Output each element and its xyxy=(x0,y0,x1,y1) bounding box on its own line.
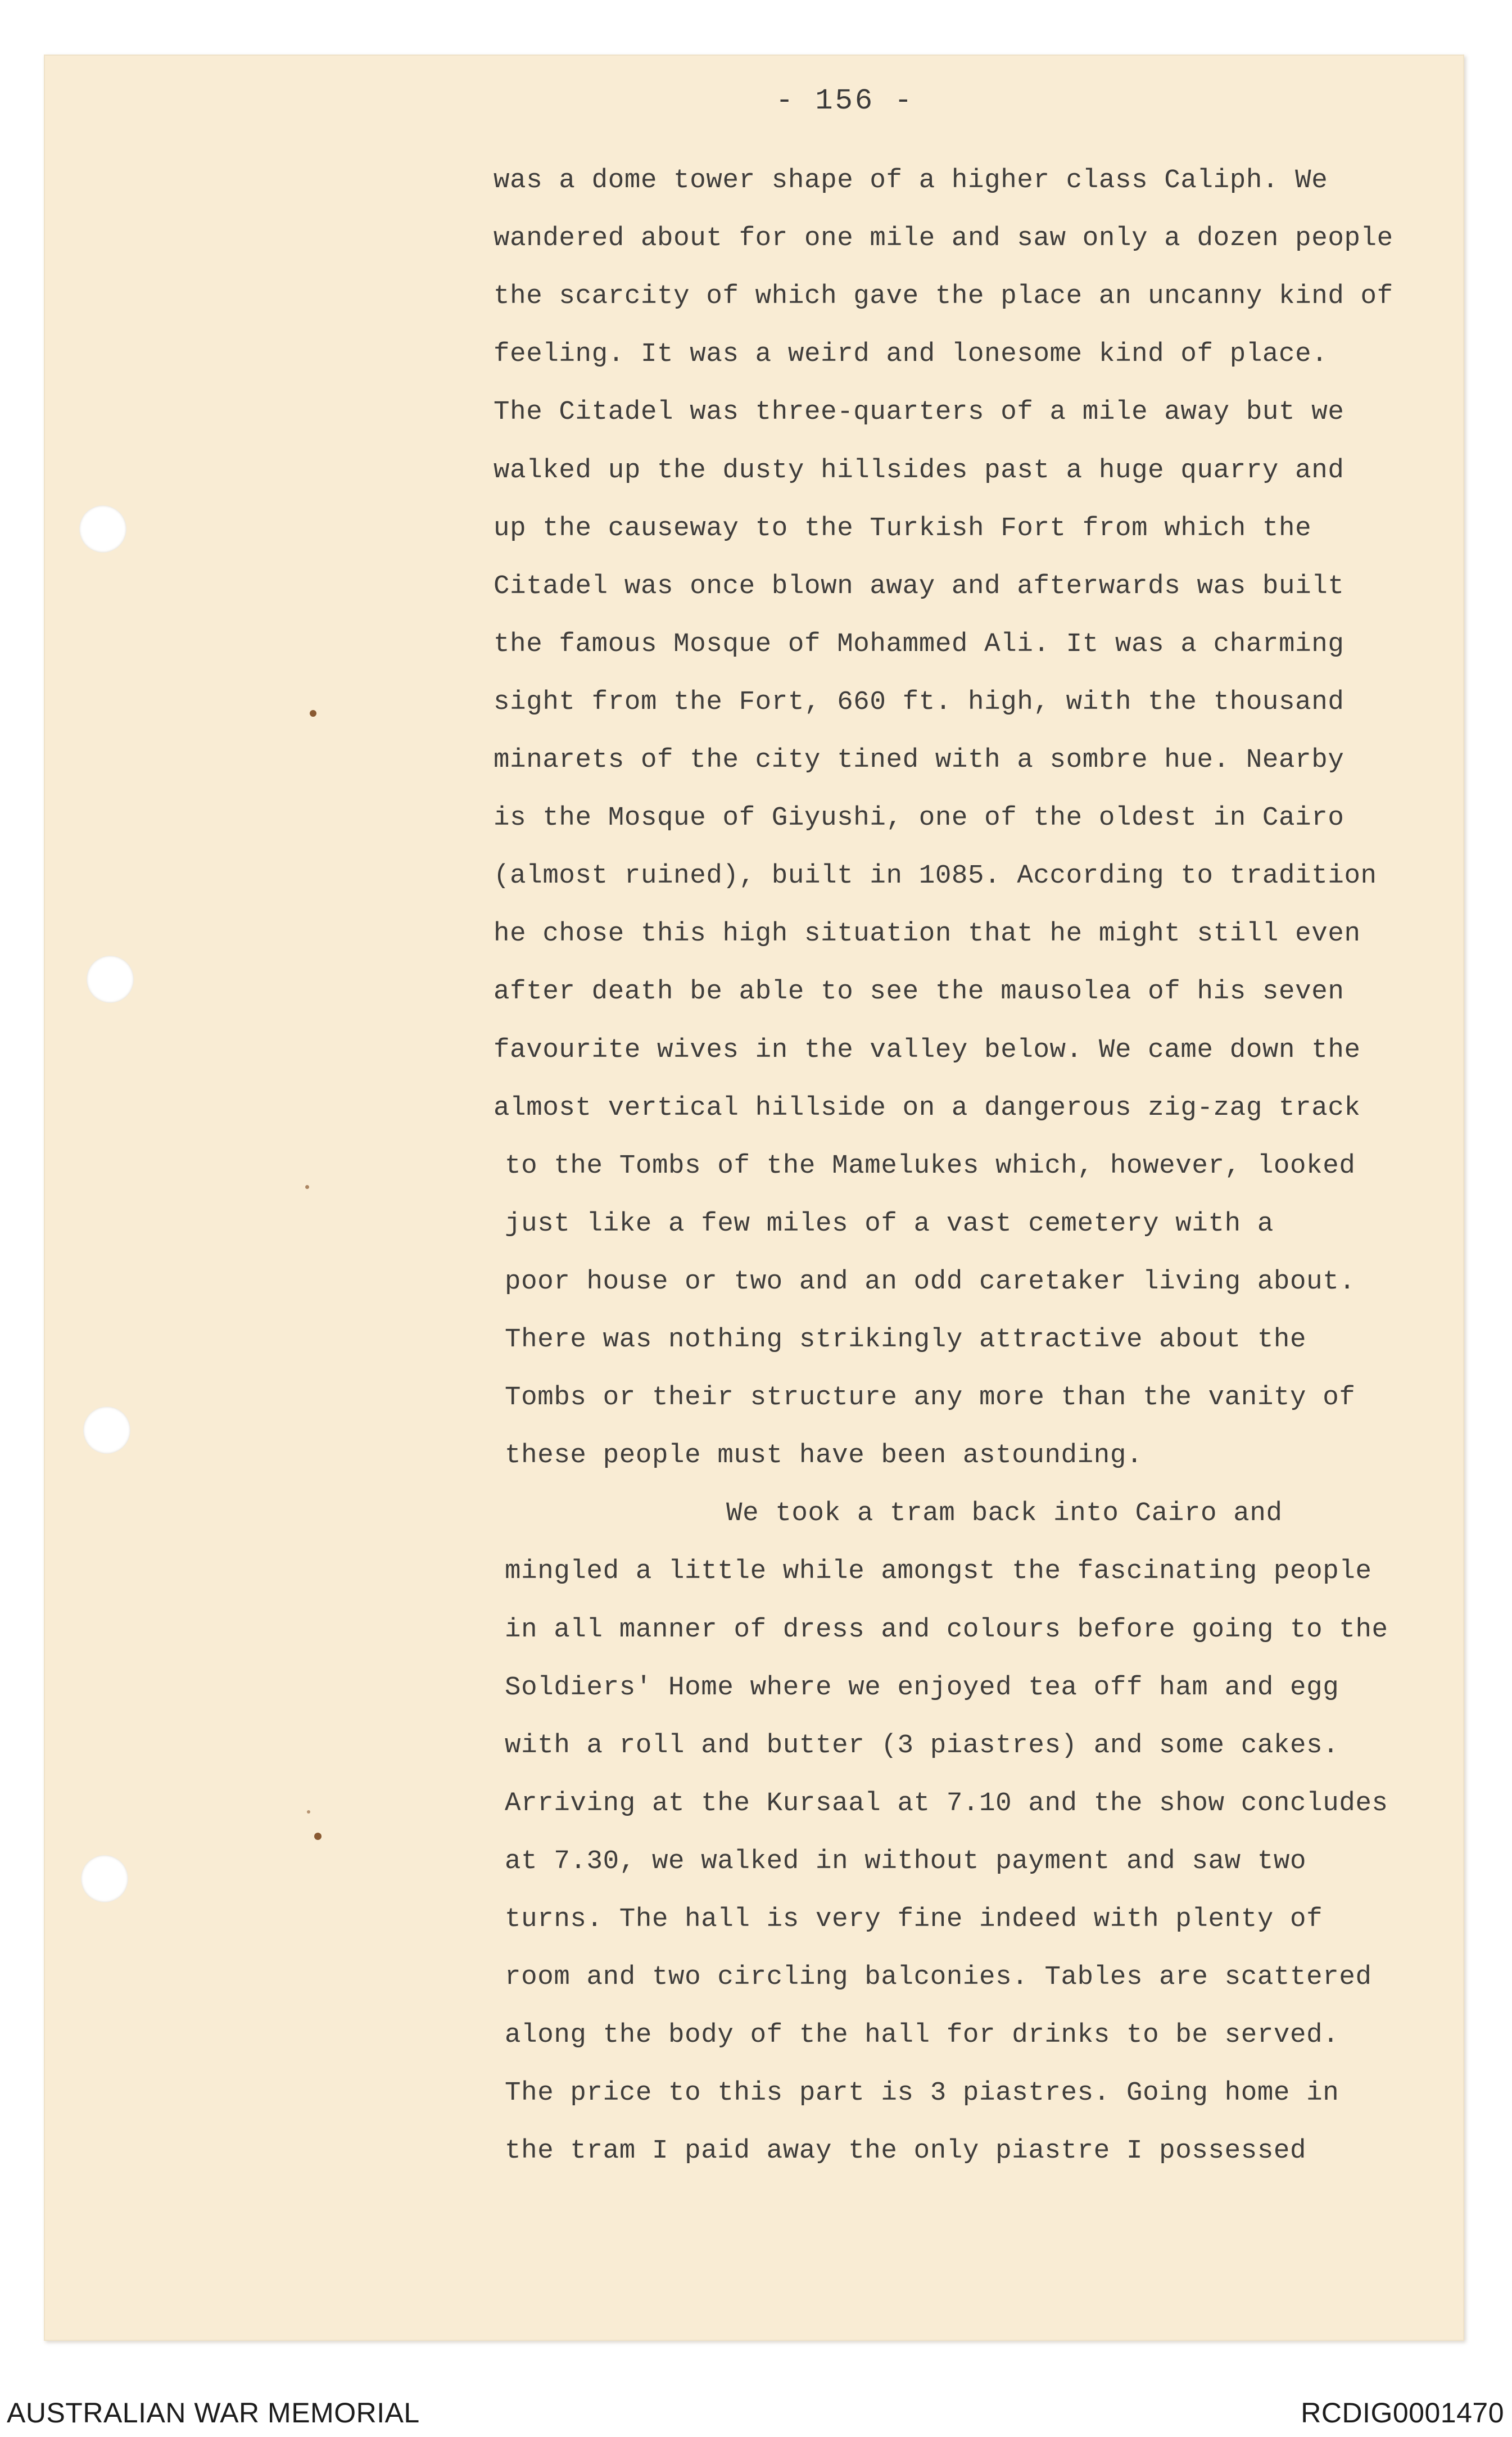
typed-line: these people must have been astounding. xyxy=(505,1440,1143,1471)
typed-line: to the Tombs of the Mamelukes which, however, looked xyxy=(505,1151,1356,1181)
typed-line: up the causeway to the Turkish Fort from which the xyxy=(494,513,1312,544)
stain-speck xyxy=(310,710,316,717)
typed-line: wandered about for one mile and saw only a dozen people xyxy=(494,223,1393,254)
typed-line: Citadel was once blown away and afterwards was built xyxy=(494,571,1344,602)
binder-hole-middle-upper xyxy=(87,956,134,1003)
typed-line: favourite wives in the valley below. We came down the xyxy=(494,1035,1361,1065)
typed-line: at 7.30, we walked in without payment and saw two xyxy=(505,1846,1307,1877)
binder-hole-middle-lower xyxy=(83,1407,130,1454)
typed-line: There was nothing strikingly attractive about the xyxy=(505,1324,1307,1355)
record-id: RCDIG0001470 xyxy=(1301,2397,1504,2429)
typed-line: along the body of the hall for drinks to be served. xyxy=(505,2020,1339,2050)
typed-line: with a roll and butter (3 piastres) and some cakes. xyxy=(505,1730,1339,1761)
typed-line: Arriving at the Kursaal at 7.10 and the show concludes xyxy=(505,1788,1388,1819)
typed-line: minarets of the city tined with a sombre hue. Nearby xyxy=(494,745,1344,775)
typed-line: turns. The hall is very fine indeed with plenty of xyxy=(505,1904,1323,1934)
typed-line: was a dome tower shape of a higher class Caliph. We xyxy=(494,165,1328,196)
typed-line: after death be able to see the mausolea of his seven xyxy=(494,976,1344,1007)
typed-line: is the Mosque of Giyushi, one of the oldest in Cairo xyxy=(494,803,1344,833)
typed-line: sight from the Fort, 660 ft. high, with the thousand xyxy=(494,687,1344,717)
binder-hole-top xyxy=(79,505,126,553)
stain-speck xyxy=(305,1185,309,1189)
typed-line: The Citadel was three-quarters of a mile away but we xyxy=(494,397,1344,427)
stain-speck xyxy=(314,1833,322,1840)
typed-line: walked up the dusty hillsides past a huge quarry and xyxy=(494,455,1344,486)
typed-line: just like a few miles of a vast cemetery with a xyxy=(505,1209,1274,1239)
typed-line: We took a tram back into Cairo and xyxy=(726,1498,1283,1529)
typed-line: the scarcity of which gave the place an uncanny kind of xyxy=(494,281,1393,311)
institution-label: AUSTRALIAN WAR MEMORIAL xyxy=(7,2397,420,2429)
typed-line: feeling. It was a weird and lonesome kind of place. xyxy=(494,339,1328,369)
page-number: - 156 - xyxy=(776,84,915,117)
binder-hole-bottom xyxy=(81,1855,128,1902)
typed-line: (almost ruined), built in 1085. According to tradition xyxy=(494,861,1377,891)
typed-line: Soldiers' Home where we enjoyed tea off ham and egg xyxy=(505,1672,1339,1703)
typed-line: the famous Mosque of Mohammed Ali. It was a charming xyxy=(494,629,1344,659)
typed-line: the tram I paid away the only piastre I possessed xyxy=(505,2136,1307,2166)
stain-speck xyxy=(307,1810,310,1814)
typed-line: mingled a little while amongst the fascinating people xyxy=(505,1556,1372,1586)
typed-line: room and two circling balconies. Tables are scattered xyxy=(505,1962,1372,1992)
typed-line: poor house or two and an odd caretaker living about. xyxy=(505,1267,1356,1297)
typed-line: The price to this part is 3 piastres. Going home in xyxy=(505,2078,1339,2108)
typed-line: in all manner of dress and colours before going to the xyxy=(505,1615,1388,1645)
typed-line: he chose this high situation that he might still even xyxy=(494,919,1361,949)
typed-line: Tombs or their structure any more than the vanity of xyxy=(505,1382,1356,1413)
typed-line: almost vertical hillside on a dangerous zig-zag track xyxy=(494,1093,1361,1123)
